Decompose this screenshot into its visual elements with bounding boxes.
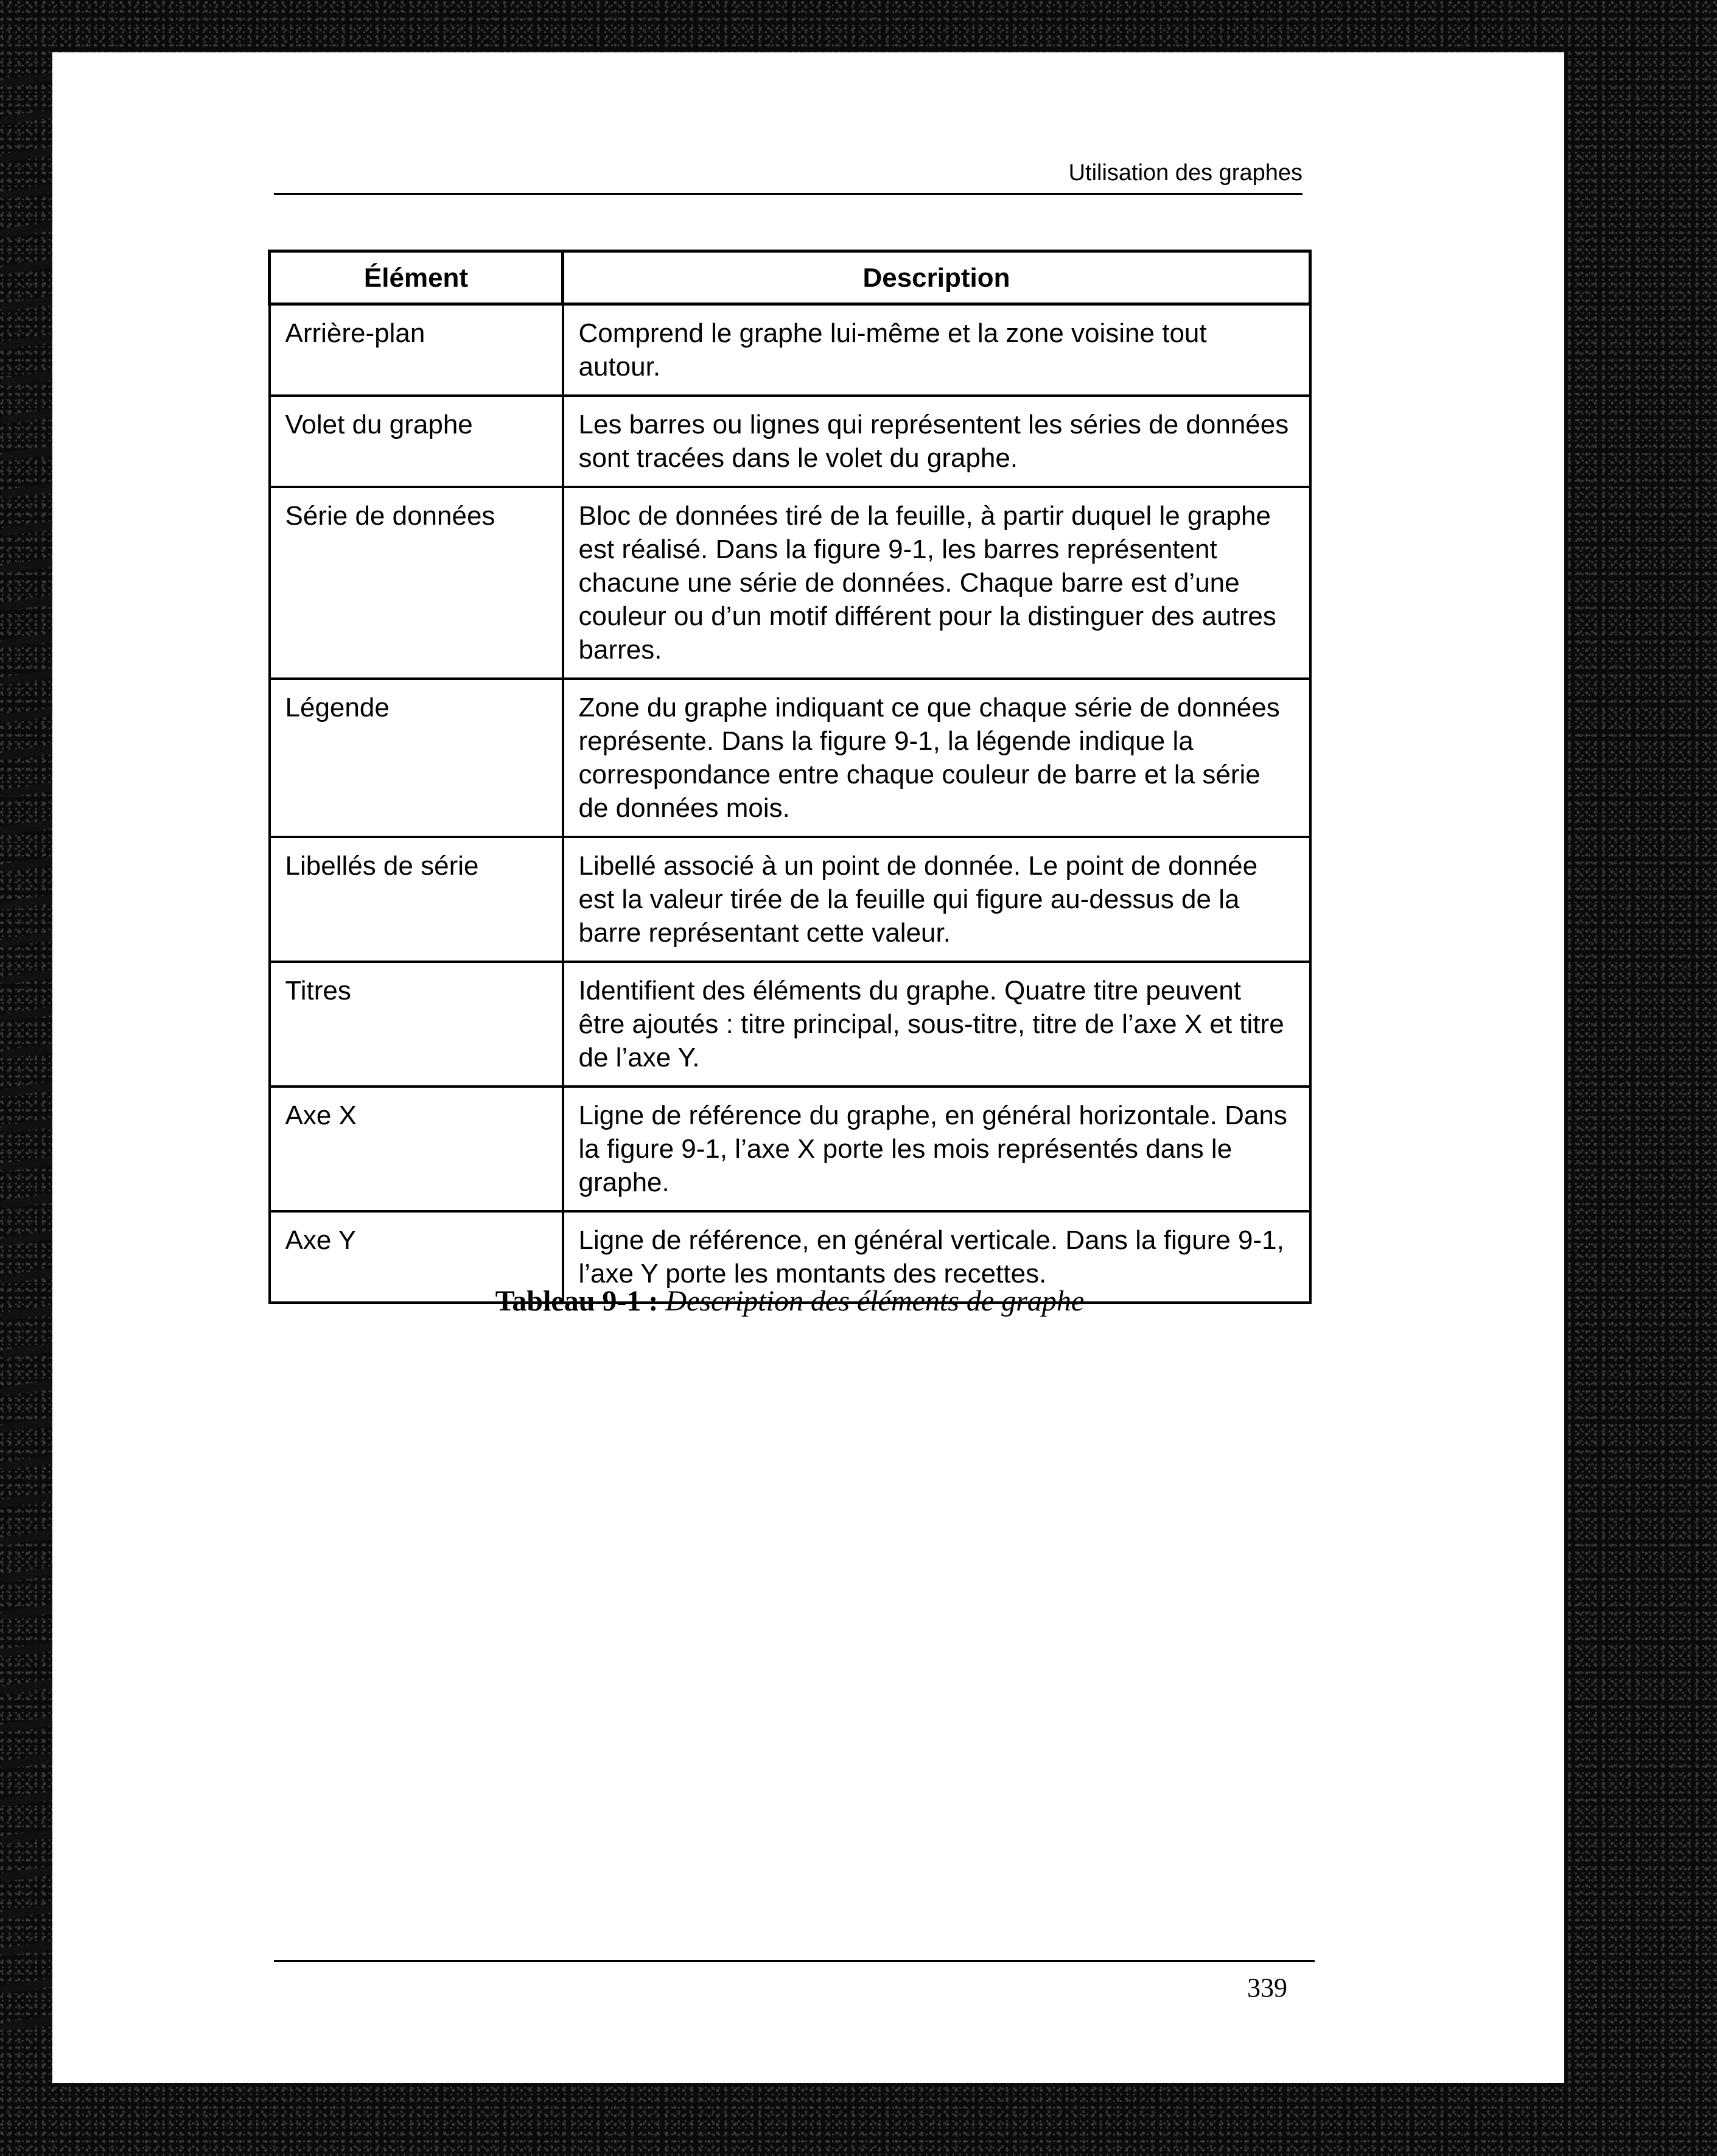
table-caption <box>268 1284 1312 1318</box>
column-header-description: Description <box>563 251 1310 304</box>
page-number: 339 <box>1247 1973 1287 2003</box>
table-row <box>270 487 1310 679</box>
description-cell: Les barres ou lignes qui représentent les séries de données sont tracées dans le volet du graphe. <box>563 396 1310 487</box>
description-cell: Comprend le graphe lui-même et la zone voisine tout autour. <box>563 304 1310 396</box>
header-title: Utilisation des graphes <box>1068 160 1303 186</box>
table-row <box>270 837 1310 962</box>
element-cell: Volet du graphe <box>270 396 563 487</box>
table-row <box>270 396 1310 487</box>
description-cell: Ligne de référence du graphe, en général horizontale. Dans la figure 9-1, l’axe X porte les mois représentés dans le graphe. <box>563 1087 1310 1211</box>
element-cell: Légende <box>270 679 563 837</box>
footer-rule <box>274 1960 1315 1962</box>
description-cell: Zone du graphe indiquant ce que chaque série de données représente. Dans la figure 9-1, la légende indique la correspondance entre chaque couleur de barre et la série de données mois. <box>563 679 1310 837</box>
running-header <box>274 155 1303 195</box>
table-header-row <box>270 251 1310 304</box>
table-row <box>270 962 1310 1087</box>
element-cell: Libellés de série <box>270 837 563 962</box>
caption-label: Tableau 9-1 : <box>495 1285 659 1317</box>
description-cell: Ligne de référence, en général verticale. Dans la figure 9-1, l’axe Y porte les montants des recettes. <box>563 1211 1310 1303</box>
table-row <box>270 304 1310 396</box>
element-cell: Arrière-plan <box>270 304 563 396</box>
table-row <box>270 1087 1310 1211</box>
elements-table <box>268 250 1312 1304</box>
element-cell: Axe Y <box>270 1211 563 1303</box>
column-header-element: Élément <box>270 251 563 304</box>
description-cell: Libellé associé à un point de donnée. Le point de donnée est la valeur tirée de la feuille qui figure au-dessus de la barre représentant cette valeur. <box>563 837 1310 962</box>
element-cell: Série de données <box>270 487 563 679</box>
element-cell: Titres <box>270 962 563 1087</box>
table-row <box>270 679 1310 837</box>
description-cell: Identifient des éléments du graphe. Quatre titre peuvent être ajoutés : titre principal, sous-titre, titre de l’axe X et titre de l’axe Y. <box>563 962 1310 1087</box>
caption-text: Description des éléments de graphe <box>665 1285 1085 1317</box>
description-cell: Bloc de données tiré de la feuille, à partir duquel le graphe est réalisé. Dans la figure 9-1, les barres représentent chacune une série de données. Chaque barre est d’une couleur ou d’un motif différent pour la distinguer des autres barres. <box>563 487 1310 679</box>
element-cell: Axe X <box>270 1087 563 1211</box>
